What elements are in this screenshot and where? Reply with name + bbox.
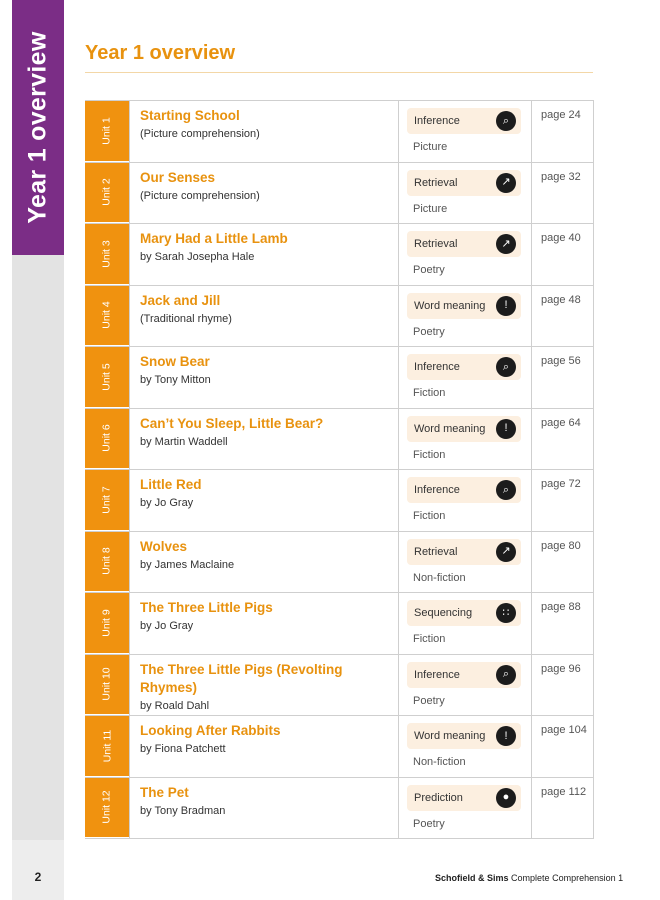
unit-label-cell [85, 655, 129, 716]
book-cell [129, 224, 399, 285]
unit-label: Unit 8 [101, 547, 113, 575]
unit-label: Unit 12 [101, 790, 113, 824]
skill-badge [407, 477, 521, 503]
skill-label: Word meaning [414, 730, 486, 742]
genre-label: Picture [413, 141, 448, 153]
skill-cell [399, 778, 532, 839]
unit-label: Unit 3 [101, 240, 113, 268]
book-title: Snow Bear [140, 354, 210, 369]
book-author: by Roald Dahl [140, 699, 210, 712]
skill-cell [399, 101, 532, 162]
book-title: Our Senses [140, 169, 216, 185]
book-author: by Fiona Patchett [140, 743, 226, 755]
magnifier-icon: ⌕ [496, 665, 516, 685]
table-row [85, 532, 594, 594]
skill-badge [407, 723, 521, 749]
page-ref: page 40 [532, 224, 594, 285]
skill-badge [407, 662, 521, 688]
skill-label: Inference [414, 361, 460, 373]
book-cell [129, 347, 399, 408]
unit-label-cell [85, 286, 129, 347]
skill-badge [407, 354, 521, 380]
book-cell [129, 593, 399, 654]
skill-cell [399, 470, 532, 531]
skill-label: Retrieval [414, 176, 458, 189]
table-row [85, 593, 594, 655]
genre-label: Fiction [413, 510, 446, 522]
skill-badge [407, 600, 521, 626]
unit-label-cell [85, 593, 129, 654]
skill-badge [407, 539, 521, 565]
genre-label: Poetry [413, 325, 445, 338]
genre-label: Poetry [413, 817, 445, 830]
page-ref: page 32 [532, 163, 594, 224]
magnifier-icon: ⌕ [496, 111, 516, 131]
genre-label: Non-fiction [413, 756, 466, 768]
skill-cell [399, 716, 532, 777]
book-cell [129, 101, 399, 162]
page-ref: page 64 [532, 409, 594, 470]
footer-series: Complete Comprehension 1 [511, 873, 624, 883]
table-row [85, 101, 594, 163]
skill-label: Inference [414, 668, 460, 681]
book-author: (Picture comprehension) [140, 189, 260, 202]
skill-badge [407, 416, 521, 442]
unit-label-cell [85, 163, 129, 224]
unit-label-cell [85, 470, 129, 531]
unit-label: Unit 10 [101, 667, 113, 701]
skill-label: Retrieval [414, 238, 458, 250]
genre-label: Non-fiction [413, 571, 466, 584]
book-title: The Three Little Pigs [140, 600, 273, 615]
genre-label: Fiction [413, 387, 446, 399]
genre-label: Fiction [413, 633, 446, 645]
speech-bubble-icon: ! [496, 726, 516, 746]
unit-label-cell [85, 101, 129, 162]
skill-badge [407, 293, 521, 319]
footer-brand: Schofield & Sims [435, 873, 509, 883]
page-ref: page 24 [532, 101, 594, 162]
book-title: Little Red [140, 477, 202, 492]
table-row [85, 224, 594, 286]
book-author: by James Maclaine [140, 558, 235, 571]
skill-label: Retrieval [414, 545, 458, 558]
table-row [85, 470, 594, 532]
skill-badge [407, 108, 521, 134]
sequence-icon: ∷ [496, 603, 516, 623]
unit-label: Unit 9 [101, 609, 113, 637]
side-tab-label: Year 1 overview [23, 31, 52, 224]
retriever-icon: ↗ [496, 234, 516, 254]
unit-label: Unit 7 [101, 486, 113, 514]
unit-label-cell [85, 347, 129, 408]
page-ref: page 48 [532, 286, 594, 347]
unit-label: Unit 1 [101, 117, 113, 145]
table-row [85, 286, 594, 348]
table-row [85, 347, 594, 409]
book-author: by Jo Gray [140, 497, 194, 509]
speech-bubble-icon: ! [496, 296, 516, 316]
retriever-icon: ↗ [496, 542, 516, 562]
genre-label: Poetry [413, 264, 445, 276]
book-author: by Tony Mitton [140, 374, 211, 386]
skill-cell [399, 347, 532, 408]
page-ref: page 72 [532, 470, 594, 531]
skill-cell [399, 163, 532, 224]
footer [435, 873, 623, 883]
book-author: by Jo Gray [140, 620, 194, 632]
skill-cell [399, 532, 532, 593]
retriever-icon: ↗ [496, 173, 516, 193]
skill-badge [407, 231, 521, 257]
book-author: by Martin Waddell [140, 435, 228, 448]
magnifier-icon: ⌕ [496, 480, 516, 500]
skill-badge [407, 170, 521, 196]
page-ref: page 96 [532, 655, 594, 716]
title-divider [85, 72, 593, 73]
book-title: Mary Had a Little Lamb [140, 231, 288, 246]
speech-bubble-icon: ! [496, 419, 516, 439]
unit-label-cell [85, 224, 129, 285]
book-author: by Sarah Josepha Hale [140, 251, 255, 263]
skill-label: Word meaning [414, 299, 486, 312]
page-title: Year 1 overview [85, 42, 236, 64]
genre-label: Poetry [413, 694, 445, 707]
skill-label: Inference [414, 115, 460, 127]
table-row [85, 716, 594, 778]
book-cell [129, 470, 399, 531]
skill-cell [399, 409, 532, 470]
unit-label-cell [85, 409, 129, 470]
book-cell [129, 532, 399, 593]
book-title: Starting School [140, 108, 240, 123]
page-ref: page 104 [532, 716, 594, 777]
book-cell [129, 409, 399, 470]
book-cell [129, 163, 399, 224]
skill-badge [407, 785, 521, 811]
unit-label-cell [85, 778, 129, 839]
unit-label-cell [85, 532, 129, 593]
page-ref: page 80 [532, 532, 594, 593]
skill-label: Word meaning [414, 422, 486, 435]
skill-label: Inference [414, 484, 460, 496]
table-row [85, 163, 594, 225]
book-title: Jack and Jill [140, 292, 221, 308]
skill-label: Prediction [414, 791, 463, 804]
book-title: The Three Little Pigs (Revolting Rhymes) [140, 661, 343, 695]
unit-label: Unit 6 [101, 424, 113, 452]
book-author: (Picture comprehension) [140, 128, 260, 140]
page-ref: page 112 [532, 778, 594, 839]
skill-label: Sequencing [414, 607, 473, 619]
skill-cell [399, 593, 532, 654]
table-row [85, 655, 594, 717]
skill-cell [399, 655, 532, 716]
book-title: The Pet [140, 784, 189, 800]
skill-cell [399, 286, 532, 347]
page-ref: page 56 [532, 347, 594, 408]
unit-label: Unit 4 [101, 301, 113, 329]
book-cell [129, 286, 399, 347]
side-tab [12, 0, 64, 255]
page-ref: page 88 [532, 593, 594, 654]
crystal-ball-icon: ● [496, 788, 516, 808]
side-band [12, 255, 64, 840]
book-cell [129, 778, 399, 839]
genre-label: Fiction [413, 448, 446, 461]
table-row [85, 778, 594, 840]
unit-label-cell [85, 716, 129, 777]
genre-label: Picture [413, 202, 448, 215]
skill-cell [399, 224, 532, 285]
book-cell [129, 655, 399, 716]
book-author: (Traditional rhyme) [140, 312, 232, 325]
book-title: Wolves [140, 538, 188, 554]
unit-label: Unit 5 [101, 363, 113, 391]
book-title: Looking After Rabbits [140, 723, 281, 738]
unit-label: Unit 2 [101, 178, 113, 206]
book-cell [129, 716, 399, 777]
overview-table [85, 100, 594, 839]
unit-label: Unit 11 [101, 729, 113, 762]
page-number: 2 [34, 870, 42, 884]
book-title: Can’t You Sleep, Little Bear? [140, 415, 324, 431]
table-row [85, 409, 594, 471]
book-author: by Tony Bradman [140, 804, 226, 817]
magnifier-icon: ⌕ [496, 357, 516, 377]
